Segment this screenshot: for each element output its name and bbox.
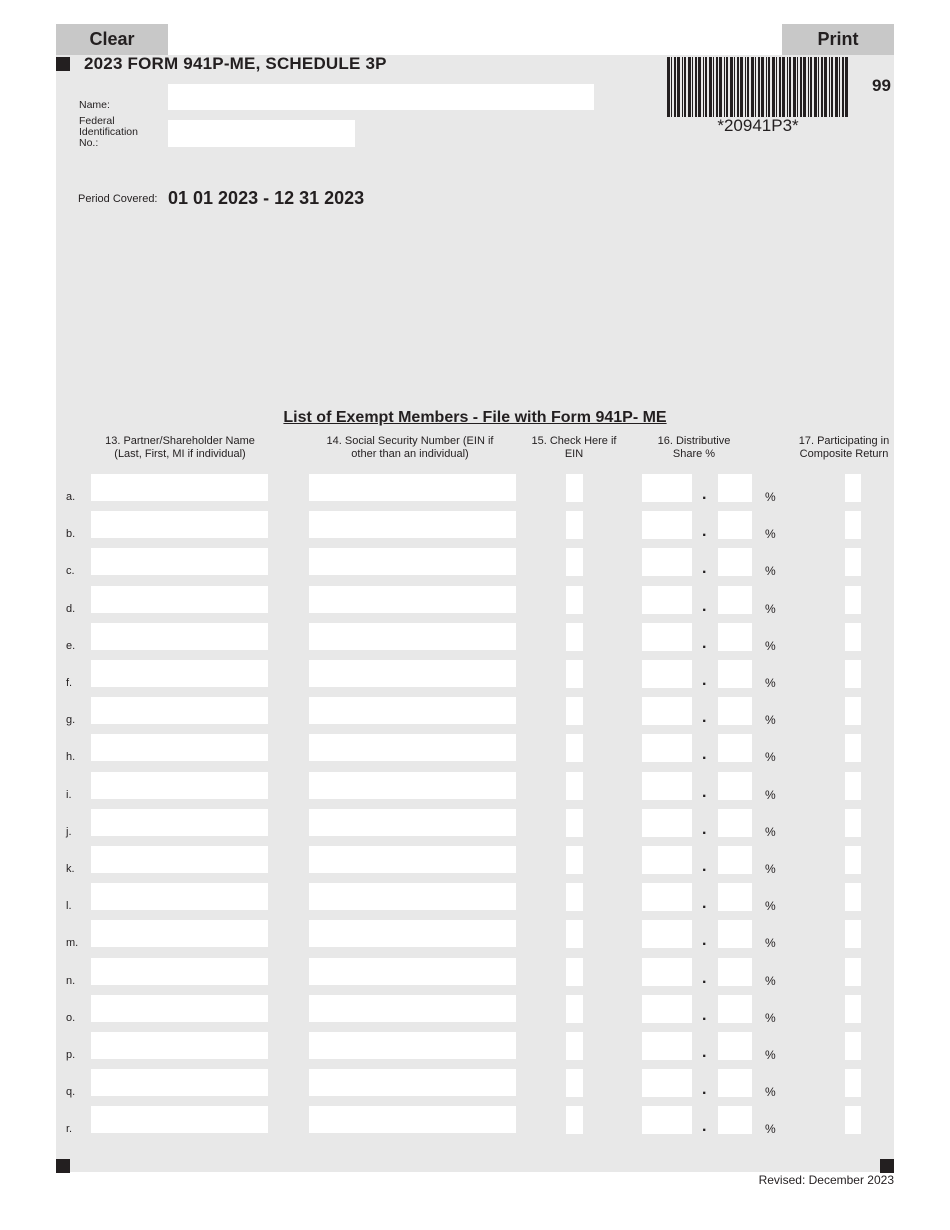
composite-checkbox[interactable] [845,846,861,874]
ssn-input[interactable] [309,846,516,873]
share-decimal-input[interactable] [718,623,752,651]
fein-label: Federal Identification No.: [79,115,138,149]
share-decimal-input[interactable] [718,809,752,837]
ssn-input[interactable] [309,883,516,910]
share-decimal-input[interactable] [718,995,752,1023]
barcode-bar [787,57,788,117]
ein-checkbox[interactable] [566,772,583,800]
percent-sign: % [765,974,776,988]
ein-checkbox[interactable] [566,548,583,576]
composite-checkbox[interactable] [845,920,861,948]
barcode-bar [824,57,827,117]
ein-checkbox[interactable] [566,883,583,911]
decimal-point: . [702,709,707,726]
share-decimal-input[interactable] [718,846,752,874]
share-decimal-input[interactable] [718,958,752,986]
period-label: Period Covered: [78,193,158,205]
revised-date: Revised: December 2023 [758,1173,894,1187]
partner-name-input[interactable] [91,772,268,799]
decimal-point: . [702,1118,707,1135]
barcode-bar [719,57,722,117]
ein-checkbox[interactable] [566,660,583,688]
row-letter: m. [66,937,79,949]
composite-checkbox[interactable] [845,511,861,539]
row-letter: g. [66,714,76,726]
barcode-bar [768,57,770,117]
partner-name-input[interactable] [91,995,268,1022]
decimal-point: . [702,1007,707,1024]
barcode-bar [740,57,743,117]
decimal-point: . [702,1044,707,1061]
barcode-bar [779,57,781,117]
registration-mark [880,1159,894,1173]
ein-checkbox[interactable] [566,623,583,651]
ssn-input[interactable] [309,920,516,947]
percent-sign: % [765,639,776,653]
composite-checkbox[interactable] [845,995,861,1023]
composite-checkbox[interactable] [845,660,861,688]
barcode-bar [692,57,693,117]
decimal-point: . [702,1081,707,1098]
row-letter: d. [66,603,76,615]
name-input[interactable] [168,84,594,110]
partner-name-input[interactable] [91,1032,268,1059]
barcode-bar [684,57,686,117]
composite-checkbox[interactable] [845,548,861,576]
partner-name-input[interactable] [91,958,268,985]
partner-name-input[interactable] [91,809,268,836]
barcode-bar [667,57,670,117]
percent-sign: % [765,1085,776,1099]
row-letter: b. [66,528,76,540]
ein-checkbox[interactable] [566,586,583,614]
partner-name-input[interactable] [91,660,268,687]
decimal-point: . [702,598,707,615]
barcode [667,57,849,117]
share-decimal-input[interactable] [718,920,752,948]
barcode-bar [831,57,833,117]
ssn-input[interactable] [309,548,516,575]
row-letter: n. [66,975,76,987]
barcode-bar [761,57,764,117]
ssn-input[interactable] [309,995,516,1022]
row-letter: o. [66,1012,76,1024]
percent-sign: % [765,825,776,839]
barcode-bar [818,57,819,117]
share-decimal-input[interactable] [718,697,752,725]
composite-checkbox[interactable] [845,697,861,725]
percent-sign: % [765,750,776,764]
share-decimal-input[interactable] [718,1106,752,1134]
percent-sign: % [765,936,776,950]
ein-checkbox[interactable] [566,1106,583,1134]
barcode-bar [747,57,749,117]
barcode-bar [758,57,760,117]
decimal-point: . [702,523,707,540]
barcode-bar [810,57,812,117]
decimal-point: . [702,895,707,912]
ein-checkbox[interactable] [566,697,583,725]
share-whole-input[interactable] [642,1106,692,1134]
col-header-share: 16. Distributive Share % [657,435,731,460]
fein-input[interactable] [168,120,355,147]
barcode-bar [709,57,712,117]
barcode-bar [734,57,735,117]
composite-checkbox[interactable] [845,958,861,986]
ssn-input[interactable] [309,697,516,724]
barcode-bar [677,57,680,117]
list-title: List of Exempt Members - File with Form 941P- ME [283,409,667,426]
ein-checkbox[interactable] [566,920,583,948]
decimal-point: . [702,635,707,652]
percent-sign: % [765,899,776,913]
barcode-bar [800,57,802,117]
composite-checkbox[interactable] [845,1106,861,1134]
barcode-bar [797,57,798,117]
percent-sign: % [765,676,776,690]
composite-checkbox[interactable] [845,586,861,614]
barcode-bar [755,57,756,117]
partner-name-input[interactable] [91,623,268,650]
percent-sign: % [765,527,776,541]
row-letter: f. [66,677,73,689]
form-title: 2023 FORM 941P-ME, SCHEDULE 3P [84,54,387,73]
composite-checkbox[interactable] [845,474,861,502]
composite-checkbox[interactable] [845,1069,861,1097]
ssn-input[interactable] [309,586,516,613]
row-letter: k. [66,863,75,875]
partner-name-input[interactable] [91,1106,268,1133]
period-value: 01 01 2023 - 12 31 2023 [168,188,365,208]
row-letter: i. [66,789,72,801]
share-decimal-input[interactable] [718,1069,752,1097]
ssn-input[interactable] [309,623,516,650]
percent-sign: % [765,862,776,876]
share-decimal-input[interactable] [718,511,752,539]
ssn-input[interactable] [309,660,516,687]
row-letter: r. [66,1123,73,1135]
barcode-text: *20941P3* [717,116,799,135]
ssn-input[interactable] [309,734,516,761]
share-decimal-input[interactable] [718,586,752,614]
row-letter: j. [66,826,72,838]
ssn-input[interactable] [309,1106,516,1133]
barcode-bar [713,57,714,117]
share-whole-input[interactable] [642,1032,692,1060]
barcode-bar [839,57,840,117]
barcode-bar [772,57,775,117]
barcode-bar [703,57,704,117]
row-letter: c. [66,565,75,577]
ssn-input[interactable] [309,1032,516,1059]
col-header-composite: 17. Participating in Composite Return [798,435,890,460]
partner-name-input[interactable] [91,846,268,873]
decimal-point: . [702,672,707,689]
ein-checkbox[interactable] [566,958,583,986]
barcode-bar [829,57,830,117]
ein-checkbox[interactable] [566,734,583,762]
percent-sign: % [765,564,776,578]
share-whole-input[interactable] [642,623,692,651]
barcode-bar [808,57,809,117]
barcode-bar [803,57,806,117]
row-letter: q. [66,1086,76,1098]
percent-sign: % [765,713,776,727]
barcode-bar [814,57,817,117]
share-whole-input[interactable] [642,809,692,837]
partner-name-input[interactable] [91,920,268,947]
percent-sign: % [765,1048,776,1062]
composite-checkbox[interactable] [845,734,861,762]
barcode-bar [821,57,823,117]
share-decimal-input[interactable] [718,660,752,688]
name-label: Name: [79,99,110,111]
col-header-ssn: 14. Social Security Number (EIN if other than an individual) [326,435,494,460]
barcode-bar [842,57,844,117]
barcode-bar [745,57,746,117]
share-decimal-input[interactable] [718,772,752,800]
share-whole-input[interactable] [642,734,692,762]
share-whole-input[interactable] [642,697,692,725]
ssn-input[interactable] [309,772,516,799]
ssn-input[interactable] [309,1069,516,1096]
partner-name-input[interactable] [91,474,268,501]
page-code: 99 [872,76,891,95]
row-letter: a. [66,491,76,503]
share-whole-input[interactable] [642,846,692,874]
barcode-bar [737,57,739,117]
share-whole-input[interactable] [642,958,692,986]
share-whole-input[interactable] [642,511,692,539]
percent-sign: % [765,1011,776,1025]
row-letter: h. [66,751,76,763]
decimal-point: . [702,784,707,801]
barcode-bar [724,57,725,117]
ein-checkbox[interactable] [566,1032,583,1060]
share-decimal-input[interactable] [718,474,752,502]
ein-checkbox[interactable] [566,511,583,539]
share-decimal-input[interactable] [718,734,752,762]
partner-name-input[interactable] [91,511,268,538]
row-letter: e. [66,640,76,652]
barcode-bar [782,57,785,117]
ein-checkbox[interactable] [566,995,583,1023]
share-decimal-input[interactable] [718,883,752,911]
col-header-name: 13. Partner/Shareholder Name (Last, First, MI if individual) [105,435,255,460]
row-letter: l. [66,900,72,912]
decimal-point: . [702,858,707,875]
barcode-bar [835,57,838,117]
share-whole-input[interactable] [642,586,692,614]
partner-name-input[interactable] [91,697,268,724]
partner-name-input[interactable] [91,734,268,761]
ssn-input[interactable] [309,474,516,501]
decimal-point: . [702,560,707,577]
barcode-bar [682,57,683,117]
share-whole-input[interactable] [642,1069,692,1097]
decimal-point: . [702,821,707,838]
barcode-bar [705,57,707,117]
composite-checkbox[interactable] [845,883,861,911]
barcode-bar [671,57,672,117]
share-whole-input[interactable] [642,883,692,911]
barcode-bar [695,57,697,117]
ein-checkbox[interactable] [566,1069,583,1097]
decimal-point: . [702,932,707,949]
barcode-bar [688,57,691,117]
composite-checkbox[interactable] [845,623,861,651]
barcode-bar [776,57,777,117]
barcode-bar [730,57,733,117]
row-letter: p. [66,1049,76,1061]
share-whole-input[interactable] [642,995,692,1023]
registration-mark [56,1159,70,1173]
percent-sign: % [765,1122,776,1136]
partner-name-input[interactable] [91,586,268,613]
barcode-bar [726,57,728,117]
percent-sign: % [765,602,776,616]
share-decimal-input[interactable] [718,1032,752,1060]
barcode-bar [716,57,718,117]
share-whole-input[interactable] [642,474,692,502]
decimal-point: . [702,486,707,503]
ssn-input[interactable] [309,809,516,836]
ssn-input[interactable] [309,958,516,985]
percent-sign: % [765,788,776,802]
header-strip [168,24,782,55]
partner-name-input[interactable] [91,883,268,910]
barcode-bar [698,57,701,117]
col-header-ein-check: 15. Check Here if EIN [531,435,617,460]
percent-sign: % [765,490,776,504]
share-whole-input[interactable] [642,920,692,948]
share-whole-input[interactable] [642,548,692,576]
composite-checkbox[interactable] [845,1032,861,1060]
print-button[interactable]: Print [782,24,894,55]
barcode-bar [674,57,676,117]
barcode-bar [845,57,848,117]
partner-name-input[interactable] [91,548,268,575]
ssn-input[interactable] [309,511,516,538]
partner-name-input[interactable] [91,1069,268,1096]
barcode-bar [751,57,754,117]
share-whole-input[interactable] [642,660,692,688]
share-whole-input[interactable] [642,772,692,800]
barcode-bar [793,57,796,117]
composite-checkbox[interactable] [845,809,861,837]
ein-checkbox[interactable] [566,809,583,837]
clear-button[interactable]: Clear [56,24,168,55]
composite-checkbox[interactable] [845,772,861,800]
decimal-point: . [702,970,707,987]
barcode-bar [789,57,791,117]
decimal-point: . [702,746,707,763]
ein-checkbox[interactable] [566,846,583,874]
ein-checkbox[interactable] [566,474,583,502]
share-decimal-input[interactable] [718,548,752,576]
registration-mark [56,57,70,71]
barcode-bar [766,57,767,117]
